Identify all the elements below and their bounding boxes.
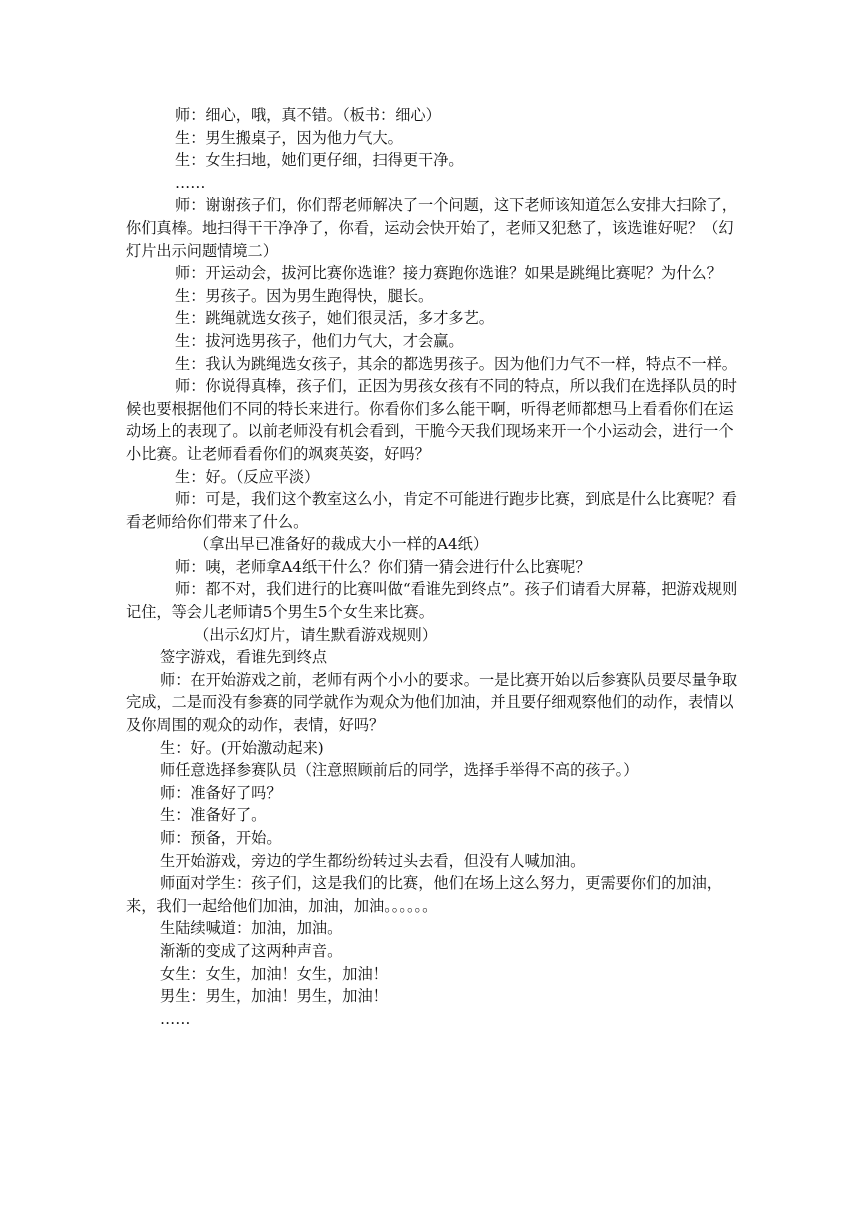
paragraph: 生开始游戏，旁边的学生都纷纷转过头去看，但没有人喊加油。 <box>160 851 586 870</box>
paragraph: 生：准备好了。 <box>160 806 267 825</box>
paragraph: 师：细心，哦，真不错。（板书：细心） <box>175 106 441 124</box>
paragraph: （拿出早已准备好的裁成大小一样的A4纸） <box>194 535 489 554</box>
paragraph: 师：开运动会，拔河比赛你选谁？接力赛跑你选谁？如果是跳绳比赛呢？为什么？ <box>175 264 722 283</box>
paragraph: 师：都不对，我们进行的比赛叫做“看谁先到终点”。孩子们请看大屏幕，把游戏规则记住，等会儿老师请5个男生5个女生来比赛。 <box>126 580 738 622</box>
game-title: 签字游戏，看谁先到终点 <box>160 648 328 667</box>
paragraph: 师：咦，老师拿A4纸干什么？你们猜一猜会进行什么比赛呢？ <box>175 557 591 576</box>
document-page <box>126 104 738 1030</box>
paragraph: 男生：男生，加油！男生，加油！ <box>160 987 388 1006</box>
ellipsis: …… <box>175 173 206 192</box>
paragraph: 师：谢谢孩子们，你们帮老师解决了一个问题，这下老师该知道怎么安排大扫除了，你们真棒。地扫得干干净净了，你看，运动会快开始了，老师又犯愁了，该选谁好呢？（幻灯片出示问题情境二） <box>126 196 737 260</box>
ellipsis: …… <box>160 1009 191 1028</box>
paragraph: 师：可是，我们这个教室这么小，肯定不可能进行跑步比赛，到底是什么比赛呢？看看老师给你们带来了什么。 <box>126 490 737 531</box>
paragraph: 渐渐的变成了这两种声音。 <box>160 941 343 960</box>
paragraph: 生：好。(开始激动起来) <box>160 738 324 757</box>
paragraph: 生：好。（反应平淡） <box>175 467 320 486</box>
paragraph: 生：男孩子。因为男生跑得快，腿长。 <box>175 286 434 305</box>
paragraph: 师：预备，开始。 <box>160 829 282 847</box>
paragraph: 生陆续喊道：加油，加油。 <box>160 919 343 938</box>
paragraph: 师任意选择参赛队员（注意照顾前后的同学，选择手举得不高的孩子。） <box>160 761 639 780</box>
paragraph: 生：男生搬桌子，因为他力气大。 <box>175 128 403 147</box>
paragraph: 生：拔河选男孩子，他们力气大，才会赢。 <box>175 331 464 350</box>
paragraph: 师：在开始游戏之前，老师有两个小小的要求。一是比赛开始以后参赛队员要尽量争取完成，二是而没有参赛的同学就作为观众为他们加油，并且要仔细观察他们的动作，表情以及你周围的观众的动作，表情，好吗？ <box>126 670 738 735</box>
paragraph: （出示幻灯片，请生默看游戏规则） <box>194 625 437 644</box>
paragraph: 生：跳绳就选女孩子，她们很灵活，多才多艺。 <box>175 309 494 328</box>
paragraph: 师：你说得真棒，孩子们，正因为男孩女孩有不同的特点，所以我们在选择队员的时候也要根据他们不同的特长来进行。你看你们多么能干啊，听得老师都想马上看看你们在运动场上的表现了。以前老师没有机会看到，干脆今天我们现场来开一个小运动会，进行一个小比赛。让老师看看你们的飒爽英姿，好吗？ <box>126 377 737 463</box>
paragraph: 师面对学生：孩子们，这是我们的比赛，他们在场上这么努力，更需要你们的加油，来，我们一起给他们加油，加油，加油。。。。。。 <box>126 874 722 915</box>
paragraph: 生：女生扫地，她们更仔细，扫得更干净。 <box>175 151 464 170</box>
paragraph: 师：准备好了吗？ <box>160 783 282 802</box>
paragraph: 女生：女生，加油！女生，加油！ <box>160 964 388 983</box>
paragraph: 生：我认为跳绳选女孩子，其余的都选男孩子。因为他们力气不一样，特点不一样。 <box>175 354 737 373</box>
